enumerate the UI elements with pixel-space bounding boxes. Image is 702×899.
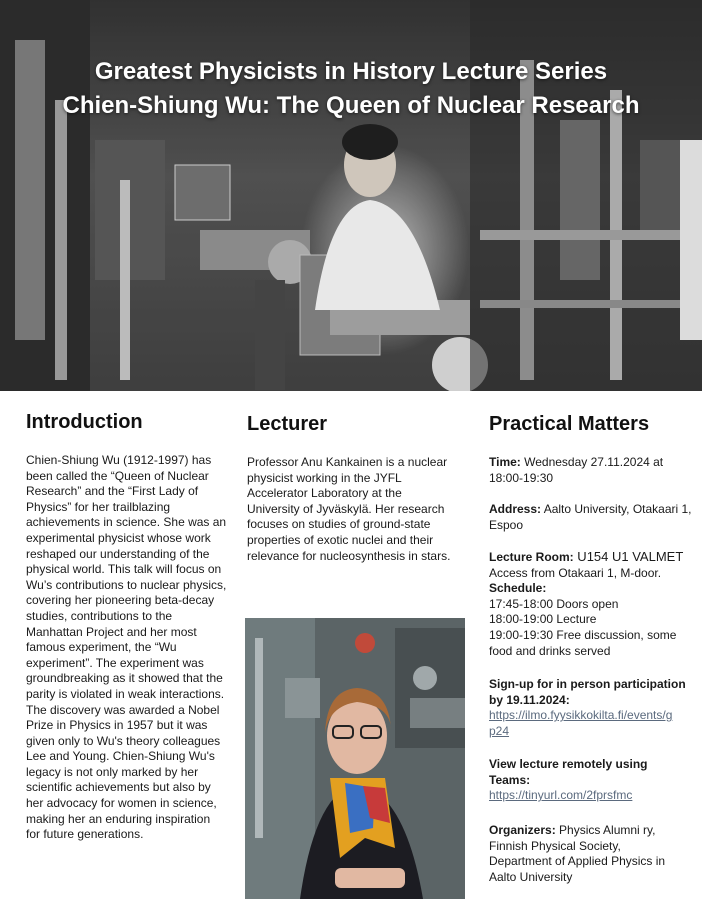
time-value: Wednesday 27.11.2024 at	[520, 455, 664, 469]
hero-title-line-1: Greatest Physicists in History Lecture Series	[94, 58, 608, 85]
hero-photo	[0, 0, 702, 391]
lecturer-heading: Lecturer	[247, 413, 328, 435]
organizers-line: Finnish Physical Society,	[489, 838, 621, 853]
lecturer-line: physicist working in the JYFL	[247, 470, 402, 485]
intro-line: Manhattan Project and her most	[26, 624, 197, 639]
intro-line: her advocacy for women in science,	[26, 796, 217, 811]
signup-deadline: by 19.11.2024:	[489, 692, 570, 707]
intro-line: famous experiment, the “Wu	[26, 640, 177, 655]
hero-title-line-2: Chien-Shiung Wu: The Queen of Nuclear Research	[62, 92, 640, 119]
intro-line: covering her pioneering beta-decay	[26, 593, 215, 608]
intro-line: given only to Wu's theory colleagues	[26, 733, 221, 748]
room-label: Lecture Room:	[489, 550, 574, 564]
lecturer-line: Professor Anu Kankainen is a nuclear	[247, 455, 448, 469]
remote-heading: View lecture remotely using	[489, 757, 648, 771]
remote-platform: Teams:	[489, 772, 531, 787]
address-value: Aalto University, Otakaari 1,	[541, 502, 692, 516]
lecturer-portrait	[245, 618, 465, 899]
signup-link[interactable]: https://ilmo.fyysikkokilta.fi/events/g	[489, 708, 673, 723]
intro-line: physical world. This talk will focus on	[26, 562, 222, 577]
lecturer-line: University of Jyväskylä. Her research	[247, 501, 445, 516]
lecturer-line: Accelerator Laboratory at the	[247, 486, 402, 501]
intro-line: The discovery was awarded a Nobel	[26, 702, 220, 717]
lecturer-text	[247, 455, 467, 564]
signup-block	[489, 677, 701, 739]
remote-block	[489, 757, 699, 804]
lecturer-photo	[245, 618, 465, 899]
intro-line: achievements in science. She was an	[26, 515, 227, 530]
remote-link[interactable]: https://tinyurl.com/2fprsfmc	[489, 788, 633, 803]
intro-line: been called the “Queen of Nuclear	[26, 468, 209, 483]
intro-line: Chien-Shiung Wu (1912-1997) has	[26, 453, 212, 467]
intro-line: reshaped our understanding of the	[26, 546, 210, 561]
address-block	[489, 502, 699, 533]
schedule-item: 18:00-19:00 Lecture	[489, 612, 597, 627]
time-value-line2: 18:00-19:30	[489, 470, 554, 485]
intro-line: parity is violated in weak interactions.	[26, 686, 225, 701]
organizers-line: Department of Applied Physics in	[489, 854, 666, 869]
intro-line: groundbreaking as it showed that the	[26, 671, 223, 686]
intro-line: Research” and the “First Lady of	[26, 484, 199, 499]
lecturer-line: properties of exotic nuclei and their	[247, 532, 434, 547]
practical-heading: Practical Matters	[489, 413, 650, 435]
room-block	[489, 549, 699, 659]
access-text: Access from Otakaari 1, M-door.	[489, 565, 662, 580]
intro-line: legacy is not only marked by her	[26, 764, 199, 779]
intro-line: experiment”. The experiment was	[26, 655, 204, 670]
intro-line: Wu’s contributions to nuclear physics,	[26, 577, 227, 592]
practical-section	[489, 413, 699, 436]
intro-line: scientific achievements but also by	[26, 780, 211, 795]
organizers-label: Organizers:	[489, 823, 556, 837]
organizers-line: Aalto University	[489, 869, 573, 884]
intro-line: Lee and Young. Chien-Shiung Wu's	[26, 749, 215, 764]
intro-line: Prize in Physics in 1957 but it was	[26, 718, 208, 733]
introduction-text	[26, 453, 241, 843]
intro-line: experimental physicist whose work	[26, 530, 211, 545]
time-block	[489, 455, 699, 486]
introduction-heading: Introduction	[26, 411, 143, 433]
schedule-label: Schedule:	[489, 581, 547, 596]
organizers-value: Physics Alumni ry,	[555, 823, 656, 837]
address-label: Address:	[489, 502, 542, 516]
intro-line: studies, contributions to the	[26, 608, 173, 623]
schedule-item: 17:45-18:00 Doors open	[489, 596, 619, 611]
organizers-block	[489, 823, 701, 885]
intro-line: for future generations.	[26, 827, 144, 842]
lecturer-line: relevance for nucleosynthesis in stars.	[247, 548, 451, 563]
lecturer-section	[247, 413, 467, 436]
address-value-line2: Espoo	[489, 517, 524, 532]
schedule-item: food and drinks served	[489, 643, 611, 658]
signup-heading: Sign-up for in person participation	[489, 677, 686, 691]
room-value: U154 U1 VALMET	[573, 549, 684, 564]
signup-link-cont[interactable]: p24	[489, 723, 510, 738]
schedule-item: 19:00-19:30 Free discussion, some	[489, 627, 677, 642]
intro-line: making her an enduring inspiration	[26, 811, 211, 826]
time-label: Time:	[489, 455, 521, 469]
intro-line: Physics” for her trailblazing	[26, 499, 171, 514]
lecturer-line: focuses on studies of ground-state	[247, 517, 431, 532]
introduction-section	[26, 411, 241, 434]
